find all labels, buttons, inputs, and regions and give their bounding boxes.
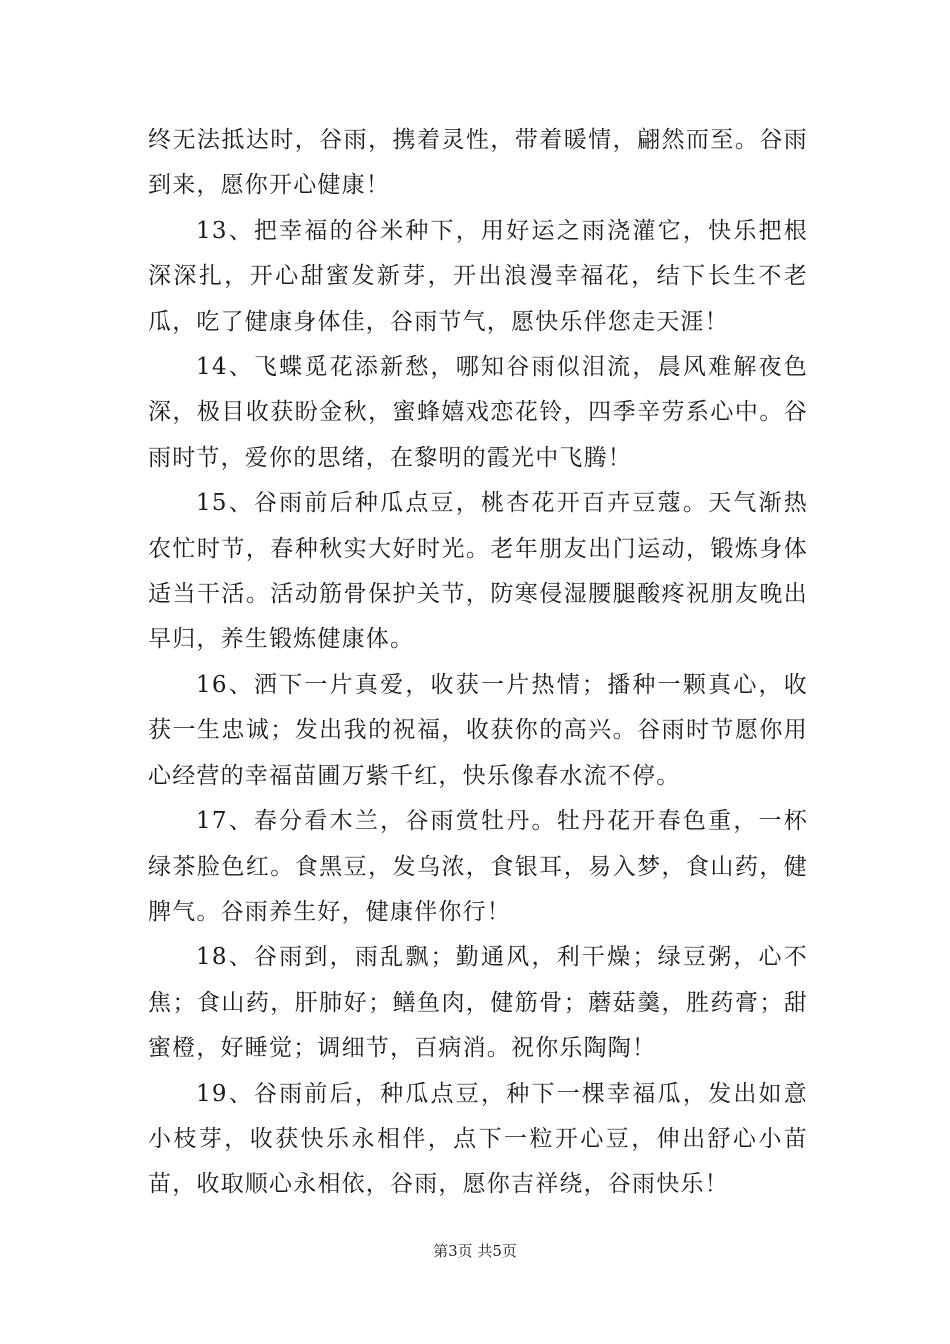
paragraph: 终无法抵达时，谷雨，携着灵性，带着暖情，翩然而至。谷雨到来，愿你开心健康！ (148, 127, 808, 199)
paragraph: 16、洒下一片真爱，收获一片热情；播种一颗真心，收获一生忠诚；发出我的祝福，收获你的高兴。谷雨时节愿你用心经营的幸福苗圃万紫千红，快乐像春水流不停。 (148, 671, 808, 789)
paragraph: 14、飞蝶觅花添新愁，哪知谷雨似泪流，晨风难解夜色深，极目收获盼金秋，蜜蜂嬉戏恋花铃，四季辛劳系心中。谷雨时节，爱你的思绪，在黎明的霞光中飞腾！ (148, 354, 808, 471)
page-number-footer: 第3页 共5页 (433, 1242, 517, 1260)
paragraph: 19、谷雨前后，种瓜点豆，种下一棵幸福瓜，发出如意小枝芽，收获快乐永相伴，点下一粒开心豆，伸出舒心小苗苗，收取顺心永相依，谷雨，愿你吉祥绕，谷雨快乐！ (148, 1080, 808, 1198)
paragraph: 13、把幸福的谷米种下，用好运之雨浇灌它，快乐把根深深扎，开心甜蜜发新芽，开出浪漫幸福花，结下长生不老瓜，吃了健康身体佳，谷雨节气，愿快乐伴您走天涯！ (148, 217, 808, 335)
paragraph: 18、谷雨到，雨乱飘；勤通风，利干燥；绿豆粥，心不焦；食山药，肝肺好；鳝鱼肉，健筋骨；蘑菇羹，胜药膏；甜蜜橙，好睡觉；调细节，百病消。祝你乐陶陶！ (148, 944, 808, 1062)
paragraph: 15、谷雨前后种瓜点豆，桃杏花开百卉豆蔻。天气渐热农忙时节，春种秋实大好时光。老年朋友出门运动，锻炼身体适当干活。活动筋骨保护关节，防寒侵湿腰腿酸疼祝朋友晚出早归，养生锻炼健康体。 (148, 490, 808, 653)
document-body (148, 118, 808, 1208)
paragraph: 17、春分看木兰，谷雨赏牡丹。牡丹花开春色重，一杯绿茶脸色红。食黑豆，发乌浓，食银耳，易入梦，食山药，健脾气。谷雨养生好，健康伴你行！ (148, 808, 808, 925)
